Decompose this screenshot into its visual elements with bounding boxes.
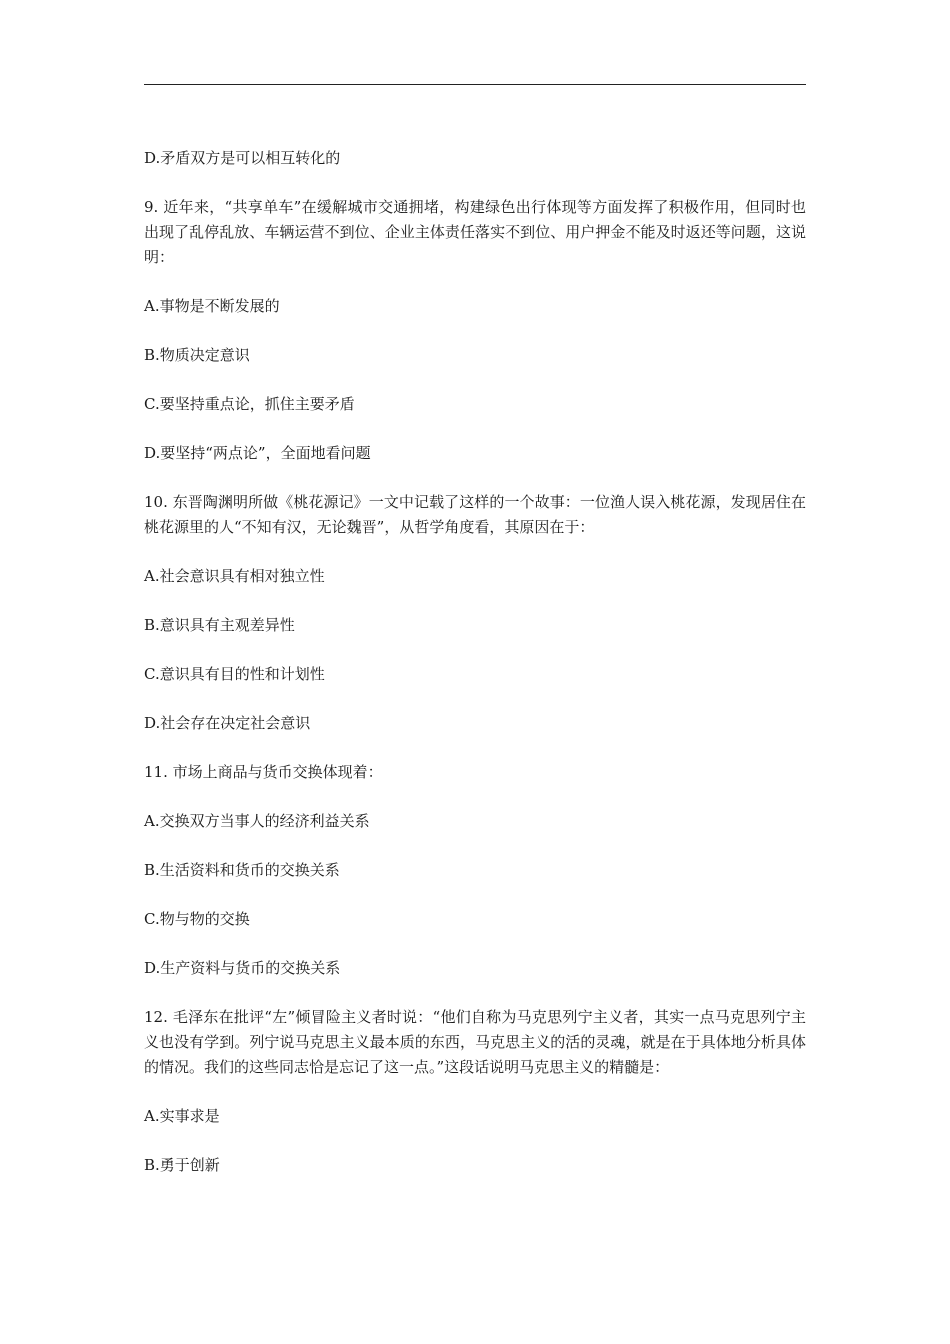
question-11: 11. 市场上商品与货币交换体现着：	[144, 763, 383, 781]
option-11a: A.交换双方当事人的经济利益关系	[144, 812, 370, 830]
header-rule	[144, 84, 806, 85]
option-8d: D.矛盾双方是可以相互转化的	[144, 149, 341, 167]
question-10: 10. 东晋陶渊明所做《桃花源记》一文中记载了这样的一个故事：一位渔人误入桃花源，发现居住在桃花源里的人“不知有汉，无论魏晋”，从哲学角度看，其原因在于：	[144, 493, 806, 536]
option-12a: A.实事求是	[144, 1107, 220, 1125]
document-body	[144, 146, 806, 1202]
question-12: 12. 毛泽东在批评“左”倾冒险主义者时说：“他们自称为马克思列宁主义者，其实一点马克思列宁主义也没有学到。列宁说马克思主义最本质的东西，马克思主义的活的灵魂，就是在于具体地分析具体的情况。我们的这些同志恰是忘记了这一点。”这段话说明马克思主义的精髓是：	[144, 1008, 806, 1076]
option-9a: A.事物是不断发展的	[144, 297, 280, 315]
option-11c: C.物与物的交换	[144, 910, 250, 928]
option-10b: B.意识具有主观差异性	[144, 616, 295, 634]
option-9c: C.要坚持重点论，抓住主要矛盾	[144, 395, 355, 413]
option-11d: D.生产资料与货币的交换关系	[144, 959, 341, 977]
option-9d: D.要坚持“两点论”，全面地看问题	[144, 444, 371, 462]
option-11b: B.生活资料和货币的交换关系	[144, 861, 340, 879]
option-10d: D.社会存在决定社会意识	[144, 714, 311, 732]
option-10c: C.意识具有目的性和计划性	[144, 665, 325, 683]
question-9: 9. 近年来，“共享单车”在缓解城市交通拥堵，构建绿色出行体现等方面发挥了积极作用，但同时也出现了乱停乱放、车辆运营不到位、企业主体责任落实不到位、用户押金不能及时返还等问题，这说明：	[144, 198, 806, 266]
option-10a: A.社会意识具有相对独立性	[144, 567, 325, 585]
option-12b: B.勇于创新	[144, 1156, 220, 1174]
option-9b: B.物质决定意识	[144, 346, 250, 364]
